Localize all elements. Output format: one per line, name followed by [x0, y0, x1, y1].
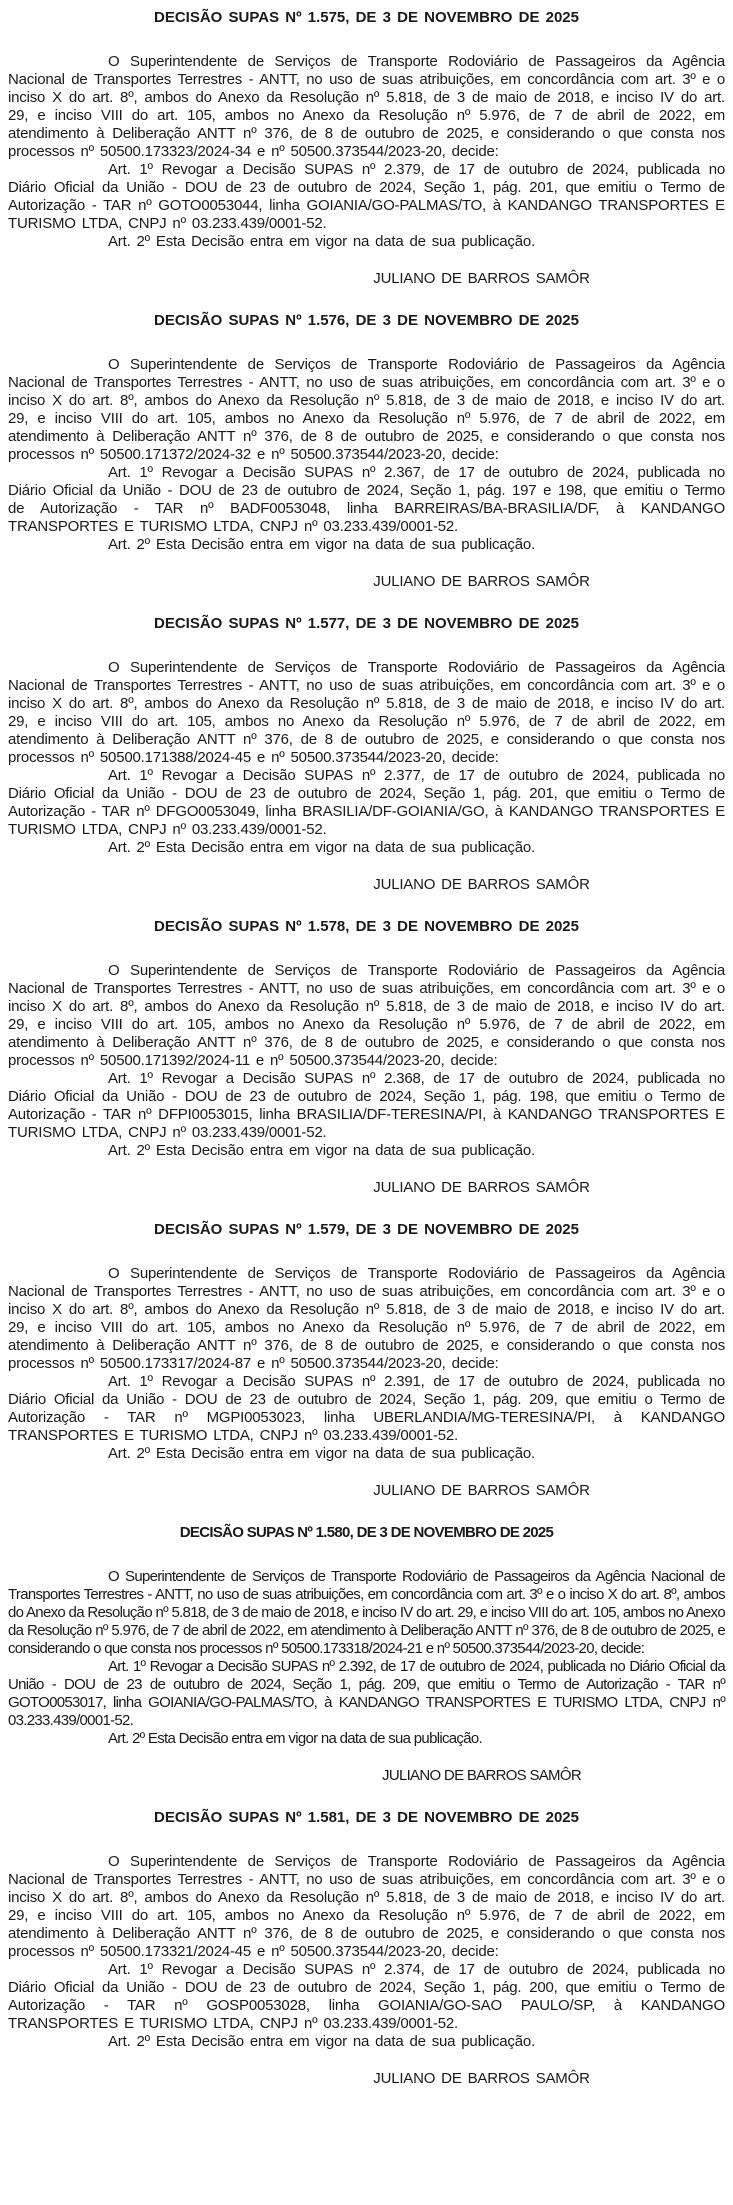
decision-article-1: Art. 1º Revogar a Decisão SUPAS nº 2.379, de 17 de outubro de 2024, publicada no Diário Oficial da União - DOU de 23 de outubro de 2024, Seção 1, pág. 201, que emitiu o Termo de Autorização - TAR nº GOTO0053044, linha GOIANIA/GO-PALMAS/TO, à KANDANGO TRANSPORTES E TURISMO LTDA, CNPJ nº 03.233.439/0001-52.: [8, 161, 725, 232]
signature-name: JULIANO DE BARROS SAMÔR: [373, 270, 590, 287]
decision-supas-1579: [8, 1221, 725, 1500]
decision-title: DECISÃO SUPAS Nº 1.579, DE 3 DE NOVEMBRO DE 2025: [154, 1221, 579, 1238]
decision-preamble: O Superintendente de Serviços de Transporte Rodoviário de Passageiros da Agência Nacional de Transportes Terrestres - ANTT, no uso de suas atribuições, em concordância com art. 3º e o inciso X do art. 8º, ambos do Anexo da Resolução nº 5.818, de 3 de maio de 2018, e inciso IV do art. 29, e inciso VIII do art. 105, ambos no Anexo da Resolução nº 5.976, de 7 de abril de 2022, em atendimento à Deliberação ANTT nº 376, de 8 de outubro de 2025, e considerando o que consta nos processos nº 50500.173318/2024-21 e nº 50500.373544/2023-20, decide:: [8, 1568, 725, 1657]
decision-article-1: Art. 1º Revogar a Decisão SUPAS nº 2.368, de 17 de outubro de 2024, publicada no Diário Oficial da União - DOU de 23 de outubro de 2024, Seção 1, pág. 198, que emitiu o Termo de Autorização - TAR nº DFPI0053015, linha BRASILIA/DF-TERESINA/PI, à KANDANGO TRANSPORTES E TURISMO LTDA, CNPJ nº 03.233.439/0001-52.: [8, 1070, 725, 1141]
decision-preamble: O Superintendente de Serviços de Transporte Rodoviário de Passageiros da Agência Nacional de Transportes Terrestres - ANTT, no uso de suas atribuições, em concordância com art. 3º e o inciso X do art. 8º, ambos do Anexo da Resolução nº 5.818, de 3 de maio de 2018, e inciso IV do art. 29, e inciso VIII do art. 105, ambos no Anexo da Resolução nº 5.976, de 7 de abril de 2022, em atendimento à Deliberação ANTT nº 376, de 8 de outubro de 2025, e considerando o que consta nos processos nº 50500.171392/2024-11 e nº 50500.373544/2023-20, decide:: [8, 962, 725, 1069]
decision-preamble: O Superintendente de Serviços de Transporte Rodoviário de Passageiros da Agência Nacional de Transportes Terrestres - ANTT, no uso de suas atribuições, em concordância com art. 3º e o inciso X do art. 8º, ambos do Anexo da Resolução nº 5.818, de 3 de maio de 2018, e inciso IV do art. 29, e inciso VIII do art. 105, ambos no Anexo da Resolução nº 5.976, de 7 de abril de 2022, em atendimento à Deliberação ANTT nº 376, de 8 de outubro de 2025, e considerando o que consta nos processos nº 50500.173323/2024-34 e nº 50500.373544/2023-20, decide:: [8, 53, 725, 160]
signature-name: JULIANO DE BARROS SAMÔR: [373, 1482, 590, 1499]
decision-preamble: O Superintendente de Serviços de Transporte Rodoviário de Passageiros da Agência Nacional de Transportes Terrestres - ANTT, no uso de suas atribuições, em concordância com art. 3º e o inciso X do art. 8º, ambos do Anexo da Resolução nº 5.818, de 3 de maio de 2018, e inciso IV do art. 29, e inciso VIII do art. 105, ambos no Anexo da Resolução nº 5.976, de 7 de abril de 2022, em atendimento à Deliberação ANTT nº 376, de 8 de outubro de 2025, e considerando o que consta nos processos nº 50500.173317/2024-87 e nº 50500.373544/2023-20, decide:: [8, 1265, 725, 1372]
signature-name: JULIANO DE BARROS SAMÔR: [373, 876, 590, 893]
signature-name: JULIANO DE BARROS SAMÔR: [373, 1179, 590, 1196]
decision-supas-1576: [8, 312, 725, 591]
decision-article-2: Art. 2º Esta Decisão entra em vigor na data de sua publicação.: [108, 1445, 535, 1462]
decision-article-2: Art. 2º Esta Decisão entra em vigor na data de sua publicação.: [108, 2033, 535, 2050]
decision-article-1: Art. 1º Revogar a Decisão SUPAS nº 2.392, de 17 de outubro de 2024, publicada no Diário Oficial da União - DOU de 23 de outubro de 2024, Seção 1, pág. 209, que emitiu o Termo de Autorização - TAR nº GOTO0053017, linha GOIANIA/GO-PALMAS/TO, à KANDANGO TRANSPORTES E TURISMO LTDA, CNPJ nº 03.233.439/0001-52.: [8, 1658, 725, 1729]
decisions-document: [0, 9, 733, 2088]
decision-article-2: Art. 2º Esta Decisão entra em vigor na data de sua publicação.: [108, 1142, 535, 1159]
decision-title: DECISÃO SUPAS Nº 1.576, DE 3 DE NOVEMBRO DE 2025: [154, 312, 579, 329]
decision-title: DECISÃO SUPAS Nº 1.577, DE 3 DE NOVEMBRO DE 2025: [154, 615, 579, 632]
decision-article-2: Art. 2º Esta Decisão entra em vigor na data de sua publicação.: [108, 233, 535, 250]
decision-title: DECISÃO SUPAS Nº 1.578, DE 3 DE NOVEMBRO DE 2025: [154, 918, 579, 935]
decision-supas-1580: [8, 1524, 725, 1785]
decision-supas-1577: [8, 615, 725, 894]
decision-title: DECISÃO SUPAS Nº 1.581, DE 3 DE NOVEMBRO DE 2025: [154, 1809, 579, 1826]
document-page: [0, 9, 733, 2205]
decision-title: DECISÃO SUPAS Nº 1.575, DE 3 DE NOVEMBRO DE 2025: [154, 9, 579, 26]
decision-article-2: Art. 2º Esta Decisão entra em vigor na data de sua publicação.: [108, 839, 535, 856]
decision-supas-1581: [8, 1809, 725, 2088]
decision-article-1: Art. 1º Revogar a Decisão SUPAS nº 2.391, de 17 de outubro de 2024, publicada no Diário Oficial da União - DOU de 23 de outubro de 2024, Seção 1, pág. 209, que emitiu o Termo de Autorização - TAR nº MGPI0053023, linha UBERLANDIA/MG-TERESINA/PI, à KANDANGO TRANSPORTES E TURISMO LTDA, CNPJ nº 03.233.439/0001-52.: [8, 1373, 725, 1444]
decision-title: DECISÃO SUPAS Nº 1.580, DE 3 DE NOVEMBRO DE 2025: [179, 1524, 554, 1541]
decision-article-1: Art. 1º Revogar a Decisão SUPAS nº 2.367, de 17 de outubro de 2024, publicada no Diário Oficial da União - DOU de 23 de outubro de 2024, Seção 1, pág. 197 e 198, que emitiu o Termo de Autorização - TAR nº BADF0053048, linha BARREIRAS/BA-BRASILIA/DF, à KANDANGO TRANSPORTES E TURISMO LTDA, CNPJ nº 03.233.439/0001-52.: [8, 464, 725, 535]
decision-article-1: Art. 1º Revogar a Decisão SUPAS nº 2.377, de 17 de outubro de 2024, publicada no Diário Oficial da União - DOU de 23 de outubro de 2024, Seção 1, pág. 201, que emitiu o Termo de Autorização - TAR nº DFGO0053049, linha BRASILIA/DF-GOIANIA/GO, à KANDANGO TRANSPORTES E TURISMO LTDA, CNPJ nº 03.233.439/0001-52.: [8, 767, 725, 838]
decision-preamble: O Superintendente de Serviços de Transporte Rodoviário de Passageiros da Agência Nacional de Transportes Terrestres - ANTT, no uso de suas atribuições, em concordância com art. 3º e o inciso X do art. 8º, ambos do Anexo da Resolução nº 5.818, de 3 de maio de 2018, e inciso IV do art. 29, e inciso VIII do art. 105, ambos no Anexo da Resolução nº 5.976, de 7 de abril de 2022, em atendimento à Deliberação ANTT nº 376, de 8 de outubro de 2025, e considerando o que consta nos processos nº 50500.171388/2024-45 e nº 50500.373544/2023-20, decide:: [8, 659, 725, 766]
signature-name: JULIANO DE BARROS SAMÔR: [373, 2070, 590, 2087]
decision-article-2: Art. 2º Esta Decisão entra em vigor na data de sua publicação.: [108, 536, 535, 553]
decision-article-1: Art. 1º Revogar a Decisão SUPAS nº 2.374, de 17 de outubro de 2024, publicada no Diário Oficial da União - DOU de 23 de outubro de 2024, Seção 1, pág. 200, que emitiu o Termo de Autorização - TAR nº GOSP0053028, linha GOIANIA/GO-SAO PAULO/SP, à KANDANGO TRANSPORTES E TURISMO LTDA, CNPJ nº 03.233.439/0001-52.: [8, 1961, 725, 2032]
signature-name: JULIANO DE BARROS SAMÔR: [373, 573, 590, 590]
decision-preamble: O Superintendente de Serviços de Transporte Rodoviário de Passageiros da Agência Nacional de Transportes Terrestres - ANTT, no uso de suas atribuições, em concordância com art. 3º e o inciso X do art. 8º, ambos do Anexo da Resolução nº 5.818, de 3 de maio de 2018, e inciso IV do art. 29, e inciso VIII do art. 105, ambos no Anexo da Resolução nº 5.976, de 7 de abril de 2022, em atendimento à Deliberação ANTT nº 376, de 8 de outubro de 2025, e considerando o que consta nos processos nº 50500.171372/2024-32 e nº 50500.373544/2023-20, decide:: [8, 356, 725, 463]
decision-supas-1578: [8, 918, 725, 1197]
decision-article-2: Art. 2º Esta Decisão entra em vigor na data de sua publicação.: [108, 1730, 482, 1747]
decision-supas-1575: [8, 9, 725, 288]
decision-preamble: O Superintendente de Serviços de Transporte Rodoviário de Passageiros da Agência Nacional de Transportes Terrestres - ANTT, no uso de suas atribuições, em concordância com art. 3º e o inciso X do art. 8º, ambos do Anexo da Resolução nº 5.818, de 3 de maio de 2018, e inciso IV do art. 29, e inciso VIII do art. 105, ambos no Anexo da Resolução nº 5.976, de 7 de abril de 2022, em atendimento à Deliberação ANTT nº 376, de 8 de outubro de 2025, e considerando o que consta nos processos nº 50500.173321/2024-45 e nº 50500.373544/2023-20, decide:: [8, 1853, 725, 1960]
signature-name: JULIANO DE BARROS SAMÔR: [382, 1767, 581, 1784]
